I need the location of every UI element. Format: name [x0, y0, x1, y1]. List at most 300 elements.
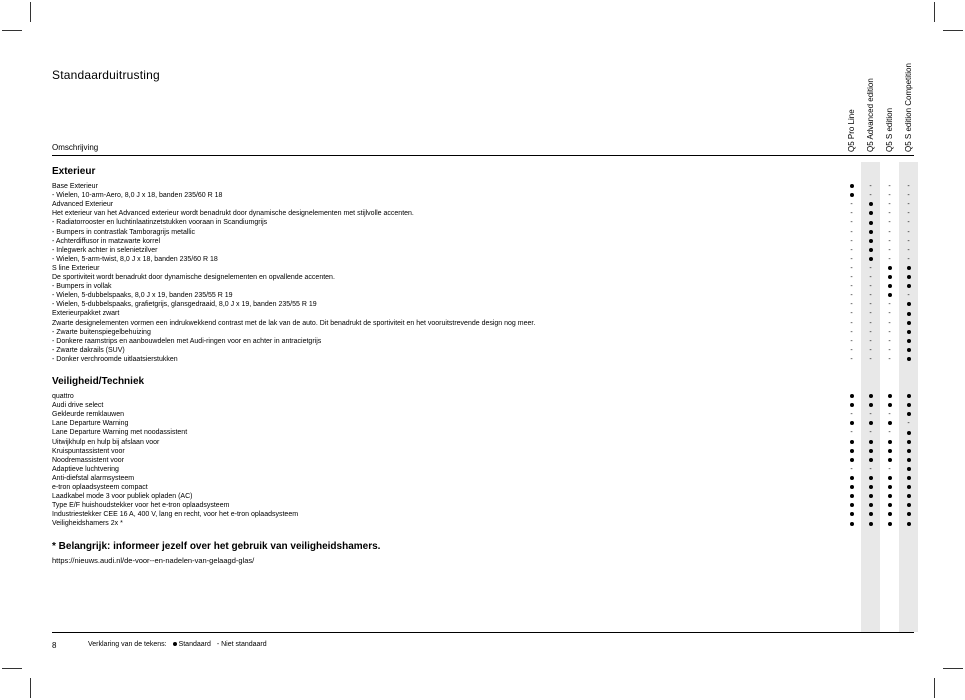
table-row	[52, 519, 914, 528]
table-row	[52, 228, 914, 237]
standard-dot-icon	[907, 431, 911, 435]
standard-dot-icon	[850, 476, 854, 480]
standard-dot-icon	[850, 512, 854, 516]
not-standard-mark: -	[888, 411, 891, 419]
standard-dot-icon	[899, 483, 918, 492]
not-standard-mark: -	[850, 328, 853, 336]
standard-dot-icon	[899, 428, 918, 437]
standard-dot-icon	[869, 512, 873, 516]
standard-dot-icon	[880, 519, 899, 528]
section-title: Exterieur	[52, 166, 96, 177]
standard-dot-icon	[850, 494, 854, 498]
not-standard-mark: -	[888, 328, 891, 336]
not-standard-mark: -	[850, 346, 853, 354]
not-standard-mark: -	[907, 201, 910, 209]
standard-dot-icon	[888, 485, 892, 489]
row-label: Zwarte designelementen vormen een indrukwekkend contrast met de lak van de auto. Dit benadrukt de sportiviteit en het vooruitstrevende design nog meer.	[52, 319, 536, 327]
standard-dot-icon	[907, 485, 911, 489]
table-row	[52, 255, 914, 264]
standard-dot-icon	[869, 485, 873, 489]
standard-dot-icon	[880, 501, 899, 510]
standard-dot-icon	[888, 522, 892, 526]
column-header: Q5 Pro Line	[847, 109, 856, 152]
row-label: Noodremassistent voor	[52, 456, 124, 464]
standard-dot-icon	[869, 449, 873, 453]
not-standard-mark: -	[907, 210, 910, 218]
standard-dot-icon	[850, 421, 854, 425]
standard-dot-icon	[861, 200, 880, 209]
standard-dot-icon	[861, 483, 880, 492]
table-row	[52, 300, 914, 309]
standard-dot-icon	[888, 421, 892, 425]
not-standard-mark: -	[888, 255, 891, 263]
row-label: - Achterdiffusor in matzwarte korrel	[52, 237, 161, 245]
not-standard-mark: -	[850, 264, 853, 272]
crop-mark	[2, 668, 22, 669]
not-standard-mark: -	[850, 301, 853, 309]
standard-dot-icon	[842, 182, 861, 191]
standard-dot-icon	[899, 309, 918, 318]
row-label: Adaptieve luchtvering	[52, 465, 119, 473]
not-standard-mark: -	[869, 346, 872, 354]
crop-mark	[2, 30, 22, 31]
not-standard-mark: -	[850, 319, 853, 327]
not-standard-mark: -	[888, 192, 891, 200]
standard-dot-icon	[861, 438, 880, 447]
not-standard-mark: -	[869, 192, 872, 200]
legend-standard: Standaard	[178, 641, 211, 648]
table-row	[52, 191, 914, 200]
standard-dot-icon	[907, 302, 911, 306]
standard-dot-icon	[861, 456, 880, 465]
column-header: Q5 S edition	[885, 107, 894, 152]
not-standard-mark: -	[907, 246, 910, 254]
table-row	[52, 264, 914, 273]
standard-dot-icon	[850, 458, 854, 462]
row-label: - Radiatorrooster en luchtinlaatinzetstukken vooraan in Scandiumgrijs	[52, 219, 268, 227]
not-standard-mark: -	[869, 301, 872, 309]
standard-dot-icon	[880, 456, 899, 465]
table-row	[52, 309, 914, 318]
table-row	[52, 182, 914, 191]
crop-mark	[30, 678, 31, 698]
standard-dot-icon	[880, 447, 899, 456]
table-row	[52, 392, 914, 401]
crop-mark	[943, 668, 963, 669]
table-row	[52, 337, 914, 346]
row-label: Audi drive select	[52, 402, 104, 410]
not-standard-mark: -	[907, 219, 910, 227]
not-standard-mark: -	[850, 355, 853, 363]
row-label: Industriestekker CEE 16 A, 400 V, lang en recht, voor het e-tron oplaadsysteem	[52, 511, 299, 519]
standard-dot-icon	[842, 438, 861, 447]
crop-mark	[943, 30, 963, 31]
standard-dot-icon	[880, 474, 899, 483]
standard-dot-icon	[888, 494, 892, 498]
standard-dot-icon	[899, 355, 918, 364]
standard-dot-icon	[888, 440, 892, 444]
standard-dot-icon	[907, 522, 911, 526]
standard-dot-icon	[907, 275, 911, 279]
not-standard-mark: -	[869, 355, 872, 363]
not-standard-mark: -	[850, 337, 853, 345]
standard-dot-icon	[907, 266, 911, 270]
standard-dot-icon	[899, 337, 918, 346]
standard-dot-icon	[880, 282, 899, 291]
standard-dot-icon	[850, 403, 854, 407]
not-standard-mark: -	[850, 411, 853, 419]
standard-dot-icon	[907, 312, 911, 316]
table-row	[52, 474, 914, 483]
standard-dot-icon	[899, 328, 918, 337]
standard-dot-icon	[869, 503, 873, 507]
standard-dot-icon	[842, 401, 861, 410]
standard-dot-icon	[880, 291, 899, 300]
page-number: 8	[52, 641, 57, 650]
row-label: Lane Departure Warning met noodassistent	[52, 429, 188, 437]
standard-dot-icon	[907, 394, 911, 398]
table-row	[52, 246, 914, 255]
standard-dot-icon	[888, 449, 892, 453]
standard-dot-icon	[880, 264, 899, 273]
table-row	[52, 510, 914, 519]
header-divider	[52, 155, 914, 156]
row-label: - Bumpers in vollak	[52, 283, 112, 291]
not-standard-mark: -	[850, 255, 853, 263]
standard-dot-icon	[842, 474, 861, 483]
standard-dot-icon	[861, 501, 880, 510]
legend	[88, 641, 267, 648]
not-standard-mark: -	[907, 183, 910, 190]
standard-dot-icon	[869, 476, 873, 480]
standard-dot-icon	[899, 501, 918, 510]
standard-dot-icon	[899, 438, 918, 447]
standard-dot-icon	[907, 357, 911, 361]
not-standard-mark: -	[888, 246, 891, 254]
table-row	[52, 282, 914, 291]
standard-dot-icon	[899, 392, 918, 401]
standard-dot-icon	[907, 330, 911, 334]
not-standard-mark: -	[869, 292, 872, 300]
standard-dot-icon	[899, 273, 918, 282]
standard-dot-icon	[888, 476, 892, 480]
standard-dot-icon	[869, 221, 873, 225]
not-standard-mark: -	[869, 429, 872, 437]
table-row	[52, 319, 914, 328]
not-standard-mark: -	[907, 292, 910, 300]
row-label: quattro	[52, 393, 74, 400]
standard-dot-icon	[907, 348, 911, 352]
standard-dot-icon	[907, 440, 911, 444]
standard-dot-icon	[842, 519, 861, 528]
table-row	[52, 492, 914, 501]
not-standard-mark: -	[907, 255, 910, 263]
standard-dot-icon	[842, 501, 861, 510]
standard-dot-icon	[899, 319, 918, 328]
standard-dot-icon	[907, 449, 911, 453]
standard-dot-icon	[899, 264, 918, 273]
not-standard-mark: -	[888, 183, 891, 190]
page-title: Standaarduitrusting	[52, 68, 160, 82]
row-label: - Inlegwerk achter in selenietzilver	[52, 246, 158, 254]
standard-dot-icon	[888, 266, 892, 270]
standard-dot-icon	[899, 282, 918, 291]
standard-dot-icon	[842, 392, 861, 401]
standard-dot-icon	[880, 419, 899, 428]
standard-dot-icon	[842, 419, 861, 428]
standard-dot-icon	[888, 394, 892, 398]
standard-dot-icon	[907, 412, 911, 416]
standard-dot-icon	[861, 492, 880, 501]
standard-dot-icon	[869, 494, 873, 498]
row-label: - Zwarte buitenspiegelbehuizing	[52, 328, 151, 336]
standard-dot-icon	[869, 230, 873, 234]
standard-dot-icon	[899, 474, 918, 483]
legend-not-standard: - Niet standaard	[216, 641, 267, 648]
standard-dot-icon	[842, 510, 861, 519]
standard-dot-icon	[869, 257, 873, 261]
standard-dot-icon	[861, 510, 880, 519]
legend-prefix: Verklaring van de tekens:	[88, 641, 167, 648]
standard-dot-icon	[880, 510, 899, 519]
row-label: - Bumpers in contrastlak Tamboragrijs metallic	[52, 228, 196, 236]
standard-dot-icon	[899, 465, 918, 474]
not-standard-mark: -	[888, 301, 891, 309]
row-label: - Zwarte dakrails (SUV)	[52, 346, 125, 354]
not-standard-mark: -	[888, 237, 891, 245]
table-row	[52, 273, 914, 282]
not-standard-mark: -	[869, 283, 872, 291]
standard-dot-icon	[907, 403, 911, 407]
standard-dot-icon	[899, 447, 918, 456]
standard-dot-icon	[888, 403, 892, 407]
footer-divider	[52, 632, 914, 633]
standard-dot-icon	[869, 202, 873, 206]
not-standard-mark: -	[888, 465, 891, 473]
section-title: Veiligheid/Techniek	[52, 376, 145, 387]
table-row	[52, 419, 914, 428]
table-row	[52, 218, 914, 227]
standard-dot-icon	[869, 248, 873, 252]
standard-dot-icon	[899, 519, 918, 528]
standard-dot-icon	[850, 485, 854, 489]
important-note: * Belangrijk: informeer jezelf over het gebruik van veiligheidshamers.	[52, 541, 381, 552]
row-label: Type E/F huishoudstekker voor het e-tron oplaadsysteem	[52, 502, 230, 510]
row-label: S line Exterieur	[52, 264, 100, 272]
standard-dot-icon	[899, 401, 918, 410]
standard-dot-icon	[861, 519, 880, 528]
not-standard-mark: -	[850, 274, 853, 281]
table-row	[52, 328, 914, 337]
not-standard-mark: -	[888, 355, 891, 363]
standard-dot-icon	[907, 458, 911, 462]
standard-dot-icon	[850, 440, 854, 444]
table-row	[52, 237, 914, 246]
row-label: De sportiviteit wordt benadrukt door dynamische designelementen en opvallende accenten.	[52, 274, 335, 281]
not-standard-mark: -	[869, 274, 872, 281]
standard-dot-icon	[880, 438, 899, 447]
not-standard-mark: -	[888, 201, 891, 209]
standard-dot-icon	[842, 191, 861, 200]
row-label: Advanced Exterieur	[52, 201, 114, 209]
not-standard-mark: -	[869, 264, 872, 272]
row-label: Lane Departure Warning	[52, 420, 129, 428]
not-standard-mark: -	[850, 292, 853, 300]
standard-dot-icon	[850, 184, 854, 188]
standard-dot-icon	[880, 401, 899, 410]
table-row	[52, 501, 914, 510]
standard-dot-icon	[861, 474, 880, 483]
standard-dot-icon	[888, 458, 892, 462]
standard-dot-icon	[850, 503, 854, 507]
table-row	[52, 410, 914, 419]
standard-dot-icon	[888, 275, 892, 279]
standard-dot-icon	[850, 449, 854, 453]
standard-dot-icon	[907, 476, 911, 480]
standard-dot-icon	[861, 209, 880, 218]
standard-dot-icon	[907, 321, 911, 325]
standard-dot-icon	[869, 458, 873, 462]
standard-dot-icon	[869, 239, 873, 243]
standard-dot-icon	[899, 346, 918, 355]
standard-dot-icon	[899, 300, 918, 309]
not-standard-mark: -	[888, 219, 891, 227]
not-standard-mark: -	[869, 337, 872, 345]
standard-dot-icon	[907, 503, 911, 507]
standard-dot-icon	[899, 410, 918, 419]
not-standard-mark: -	[907, 420, 910, 428]
standard-dot-icon	[861, 246, 880, 255]
not-standard-mark: -	[888, 346, 891, 354]
row-label: Base Exterieur	[52, 183, 98, 190]
standard-dot-icon	[880, 483, 899, 492]
standard-dot-icon	[861, 401, 880, 410]
standard-dot-icon	[850, 394, 854, 398]
standard-dot-icon	[869, 440, 873, 444]
row-label: Uitwijkhulp en hulp bij afslaan voor	[52, 438, 160, 446]
standard-dot-icon	[869, 394, 873, 398]
table-row	[52, 438, 914, 447]
not-standard-mark: -	[850, 246, 853, 254]
not-standard-mark: -	[869, 465, 872, 473]
standard-dot-icon	[850, 522, 854, 526]
table-row	[52, 346, 914, 355]
standard-dot-icon	[861, 218, 880, 227]
standard-dot-icon	[907, 467, 911, 471]
not-standard-mark: -	[888, 310, 891, 318]
row-label: Laadkabel mode 3 voor publiek opladen (AC)	[52, 493, 193, 501]
row-label: - Wielen, 10-arm-Aero, 8,0 J x 18, banden 235/60 R 18	[52, 192, 223, 200]
row-label: Gekleurde remklauwen	[52, 411, 124, 419]
row-label: Exterieurpakket zwart	[52, 310, 120, 318]
standard-dot-icon	[869, 522, 873, 526]
not-standard-mark: -	[907, 237, 910, 245]
table-row	[52, 465, 914, 474]
standard-dot-icon	[869, 421, 873, 425]
not-standard-mark: -	[869, 411, 872, 419]
row-label: - Donkere raamstrips en aanbouwdelen met Audi-ringen voor en achter in antracietgrijs	[52, 337, 322, 345]
row-label: - Wielen, 5-arm-twist, 8,0 J x 18, banden 235/60 R 18	[52, 255, 218, 263]
table-row	[52, 209, 914, 218]
not-standard-mark: -	[888, 228, 891, 236]
standard-dot-icon	[880, 492, 899, 501]
not-standard-mark: -	[869, 183, 872, 190]
standard-dot-icon	[880, 273, 899, 282]
standard-dot-icon	[861, 237, 880, 246]
not-standard-mark: -	[888, 429, 891, 437]
not-standard-mark: -	[888, 319, 891, 327]
crop-mark	[934, 2, 935, 22]
not-standard-mark: -	[850, 237, 853, 245]
crop-mark	[934, 678, 935, 698]
standard-dot-icon	[842, 492, 861, 501]
table-row	[52, 355, 914, 364]
standard-dot-icon	[842, 447, 861, 456]
standard-dot-icon	[173, 642, 177, 646]
table-row	[52, 483, 914, 492]
row-label: - Wielen, 5-dubbelspaaks, 8,0 J x 19, banden 235/55 R 19	[52, 292, 233, 300]
standard-dot-icon	[861, 447, 880, 456]
row-label: Kruispuntassistent voor	[52, 447, 125, 455]
row-label: - Donker verchroomde uitlaatsierstukken	[52, 355, 178, 363]
not-standard-mark: -	[850, 283, 853, 291]
standard-dot-icon	[880, 392, 899, 401]
not-standard-mark: -	[869, 319, 872, 327]
standard-dot-icon	[861, 255, 880, 264]
not-standard-mark: -	[850, 219, 853, 227]
standard-dot-icon	[842, 456, 861, 465]
description-header: Omschrijving	[52, 143, 99, 152]
standard-dot-icon	[888, 503, 892, 507]
standard-dot-icon	[907, 494, 911, 498]
standard-dot-icon	[907, 512, 911, 516]
table-row	[52, 200, 914, 209]
not-standard-mark: -	[850, 429, 853, 437]
standard-dot-icon	[842, 483, 861, 492]
column-header: Q5 S edition Competition	[904, 63, 913, 152]
not-standard-mark: -	[850, 465, 853, 473]
not-standard-mark: -	[888, 210, 891, 218]
reference-link[interactable]: https://nieuws.audi.nl/de-voor--en-nadelen-van-gelaagd-glas/	[52, 556, 255, 565]
not-standard-mark: -	[869, 310, 872, 318]
standard-dot-icon	[899, 456, 918, 465]
table-row	[52, 428, 914, 437]
standard-dot-icon	[888, 293, 892, 297]
table-row	[52, 447, 914, 456]
row-label: e-tron oplaadsysteem compact	[52, 484, 148, 491]
standard-dot-icon	[861, 392, 880, 401]
table-row	[52, 291, 914, 300]
row-label: Het exterieur van het Advanced exterieur wordt benadrukt door dynamische designelementen met stijlvolle accenten.	[52, 210, 414, 218]
row-label: Anti-diefstal alarmsysteem	[52, 474, 135, 482]
table-row	[52, 456, 914, 465]
standard-dot-icon	[850, 193, 854, 197]
not-standard-mark: -	[850, 310, 853, 318]
standard-dot-icon	[899, 510, 918, 519]
row-label: - Wielen, 5-dubbelspaaks, grafietgrijs, glansgedraaid, 8,0 J x 19, banden 235/55 R 19	[52, 301, 317, 309]
not-standard-mark: -	[850, 201, 853, 209]
not-standard-mark: -	[850, 210, 853, 218]
not-standard-mark: -	[907, 192, 910, 200]
column-header: Q5 Advanced edition	[866, 78, 875, 152]
crop-mark	[30, 2, 31, 22]
standard-dot-icon	[907, 284, 911, 288]
standard-dot-icon	[899, 492, 918, 501]
not-standard-mark: -	[850, 228, 853, 236]
standard-dot-icon	[888, 512, 892, 516]
standard-dot-icon	[861, 419, 880, 428]
standard-dot-icon	[861, 228, 880, 237]
